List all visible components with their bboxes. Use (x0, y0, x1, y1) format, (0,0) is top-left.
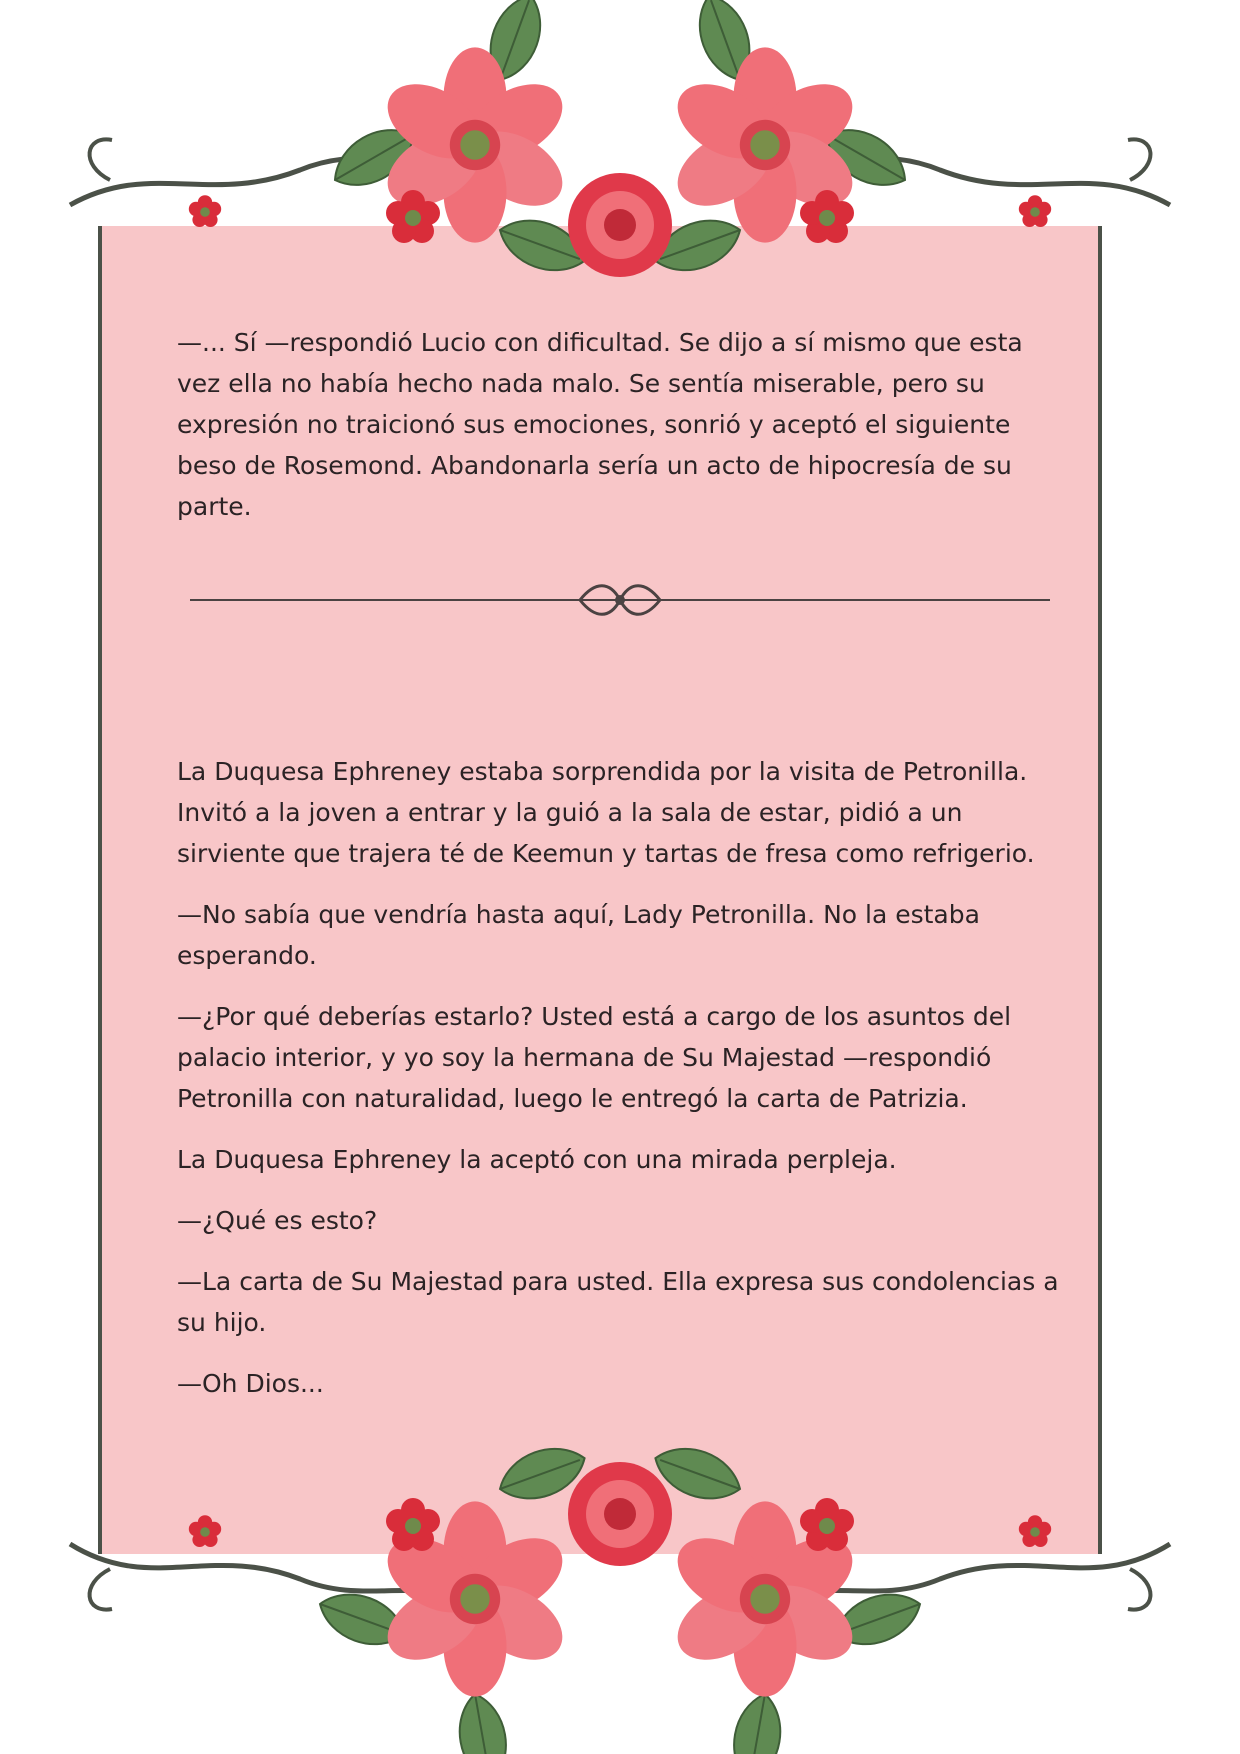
paragraph: La Duquesa Ephreney la aceptó con una mirada perpleja. (177, 1145, 897, 1174)
paragraph: —¿Por qué deberías estarlo? Usted está a cargo de los asuntos del palacio interior, y yo soy la hermana de Su Majestad —respondió Petronilla con naturalidad, luego le entregó la carta de Patrizia. (177, 1002, 1012, 1113)
story-text-block-2 (177, 751, 1067, 1424)
floral-border-top (0, 0, 1240, 360)
paragraph: —La carta de Su Majestad para usted. Ella expresa sus condolencias a su hijo. (177, 1267, 1059, 1337)
paragraph: La Duquesa Ephreney estaba sorprendida por la visita de Petronilla. Invitó a la joven a entrar y la guió a la sala de estar, pidió a un sirviente que trajera té de Keemun y tartas de fresa como refrigerio. (177, 757, 1035, 868)
floral-border-bottom (0, 1394, 1240, 1754)
scroll-divider (190, 576, 1050, 626)
story-text-block-1 (177, 322, 1067, 547)
paragraph: —¿Qué es esto? (177, 1206, 378, 1235)
paragraph: —... Sí —respondió Lucio con dificultad. Se dijo a sí mismo que esta vez ella no había hecho nada malo. Se sentía miserable, pero su expresión no traicionó sus emociones, sonrió y aceptó el siguiente beso de Rosemond. Abandonarla sería un acto de hipocresía de su parte. (177, 328, 1023, 521)
paragraph: —No sabía que vendría hasta aquí, Lady Petronilla. No la estaba esperando. (177, 900, 980, 970)
paragraph: —Oh Dios... (177, 1369, 324, 1398)
